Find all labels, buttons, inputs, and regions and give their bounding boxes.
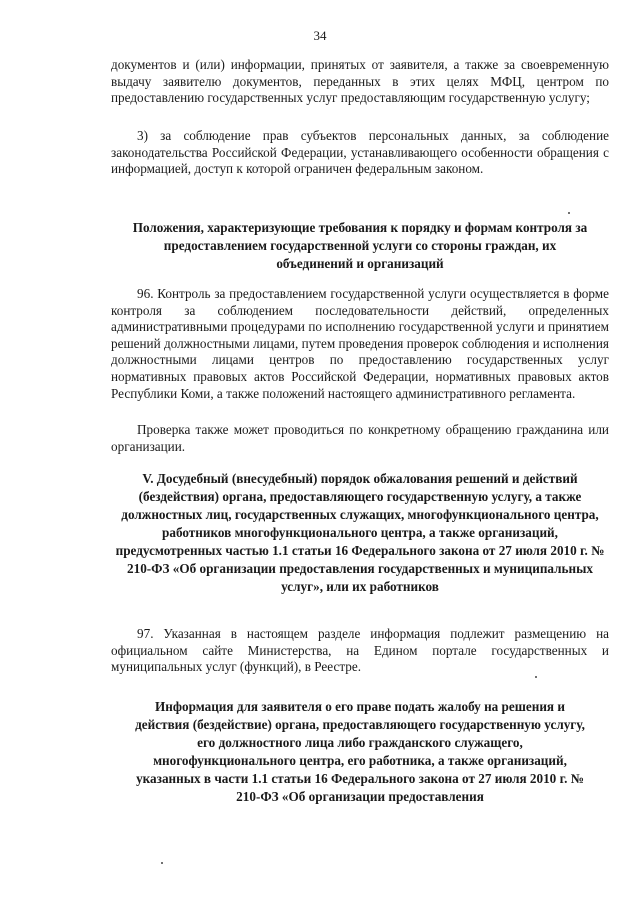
applicant-rights-heading: Информация для заявителя о его праве подать жалобу на решения и действия (бездействие) органа, предоставляющего государственную услугу, его должностного лица либо гражданского служащего, многофункционального центра, его работника, а также организаций, указанных в части 1.1 статьи 16 Федерального закона от 27 июля 2010 г. № 210-ФЗ «Об организации предоставления <box>135 699 585 804</box>
section-v-heading: V. Досудебный (внесудебный) порядок обжалования решений и действий (бездействия) органа, предоставляющего государственную услугу, а также должностных лиц, государственных служащих, многофункционального центра, работников многофункционального центра, а также организаций, предусмотренных частью 1.1 статьи 16 Федерального закона от 27 июля 2010 г. № 210-ФЗ «Об организации предоставления государственных и муниципальных услуг», или их работников <box>115 471 605 594</box>
continuation-paragraph: документов и (или) информации, принятых от заявителя, а также за своевременную выдачу заявителю документов, переданных в этих целях МФЦ, центром по предоставлению государственных услуг предоставляющим государственную услугу; <box>111 57 609 106</box>
page-number: 34 <box>313 28 327 43</box>
scan-speck <box>568 212 570 214</box>
control-requirements-heading: Положения, характеризующие требования к порядку и формам контроля за предоставлением государственной услуги со стороны граждан, их объединений и организаций <box>132 220 588 271</box>
paragraph-97: 97. Указанная в настоящем разделе информация подлежит размещению на официальном сайте Министерства, на Едином портале государственных и муниципальных услуг (функций), в Реестре. <box>111 626 609 675</box>
inspection-paragraph: Проверка также может проводиться по конкретному обращению гражданина или организации. <box>111 422 609 454</box>
item-3-paragraph: 3) за соблюдение прав субъектов персональных данных, за соблюдение законодательства Российской Федерации, устанавливающего особенности обращения с информацией, доступ к которой ограничен федеральным законом. <box>111 128 609 177</box>
scan-speck <box>161 862 163 864</box>
paragraph-96: 96. Контроль за предоставлением государственной услуги осуществляется в форме контроля за соблюдением последовательности действий, определенных административными процедурами по исполнению государственной услуги и принятием решений должностными лицами, путем проведения проверок соблюдения и исполнения должностными лицами центров по предоставлению государственных услуг нормативных правовых актов Российской Федерации, нормативных правовых актов Республики Коми, а также положений настоящего административного регламента. <box>111 286 609 401</box>
scan-speck <box>535 676 537 678</box>
